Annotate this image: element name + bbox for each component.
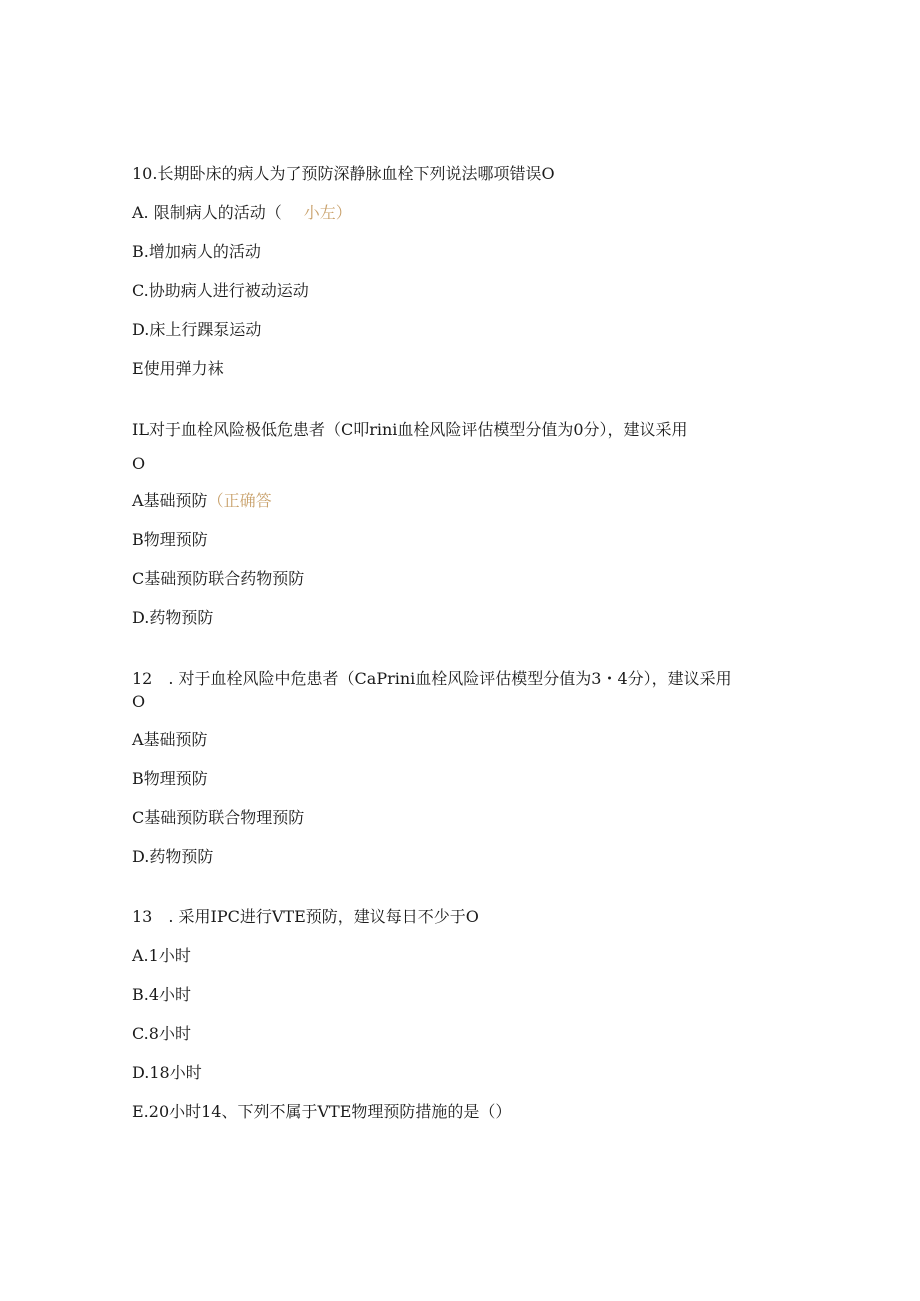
question-13-option-d: D.18小时 [132, 1063, 202, 1082]
question-10-option-c: C.协助病人进行被动运动 [132, 281, 309, 300]
question-12-option-b: B物理预防 [132, 769, 208, 788]
answer-hint: （正确答 [207, 491, 272, 510]
answer-hint: 小左） [303, 203, 352, 222]
question-13-option-a: A.1小时 [132, 946, 191, 965]
question-11-stem-continuation: O [132, 454, 146, 473]
question-13-stem: 13 . 采用IPC进行VTE预防，建议每日不少于O [132, 907, 479, 926]
question-10-option-b: B.增加病人的活动 [132, 242, 261, 261]
question-13-option-e: E.20小时14、下列不属于VTE物理预防措施的是（） [132, 1102, 512, 1121]
question-11-option-c: C基础预防联合药物预防 [132, 569, 305, 588]
question-10-option-e: E使用弹力袜 [132, 359, 224, 378]
question-11-option-d: D.药物预防 [132, 608, 214, 627]
question-10-option-d: D.床上行踝泵运动 [132, 320, 262, 339]
question-12-option-a: A基础预防 [132, 730, 208, 749]
question-11-stem: IL对于血栓风险极低危患者（C叩rini血栓风险评估模型分值为0分），建议采用 [132, 420, 688, 439]
question-11-option-a [132, 491, 272, 511]
question-10-stem: 10.长期卧床的病人为了预防深静脉血栓下列说法哪项错误O [132, 164, 555, 183]
question-12-stem: 12 . 对于血栓风险中危患者（CaPrini血栓风险评估模型分值为3・4分），建议采用 [132, 669, 732, 688]
question-12-stem-continuation: O [132, 692, 146, 711]
question-10-option-a [132, 203, 352, 223]
question-11-option-b: B物理预防 [132, 530, 208, 549]
option-a-text: A基础预防 [132, 491, 208, 510]
question-12-option-d: D.药物预防 [132, 847, 214, 866]
question-13-option-c: C.8小时 [132, 1024, 191, 1043]
option-a-text: A. 限制病人的活动（ [132, 203, 282, 222]
question-12-option-c: C基础预防联合物理预防 [132, 808, 305, 827]
question-13-option-b: B.4小时 [132, 985, 192, 1004]
